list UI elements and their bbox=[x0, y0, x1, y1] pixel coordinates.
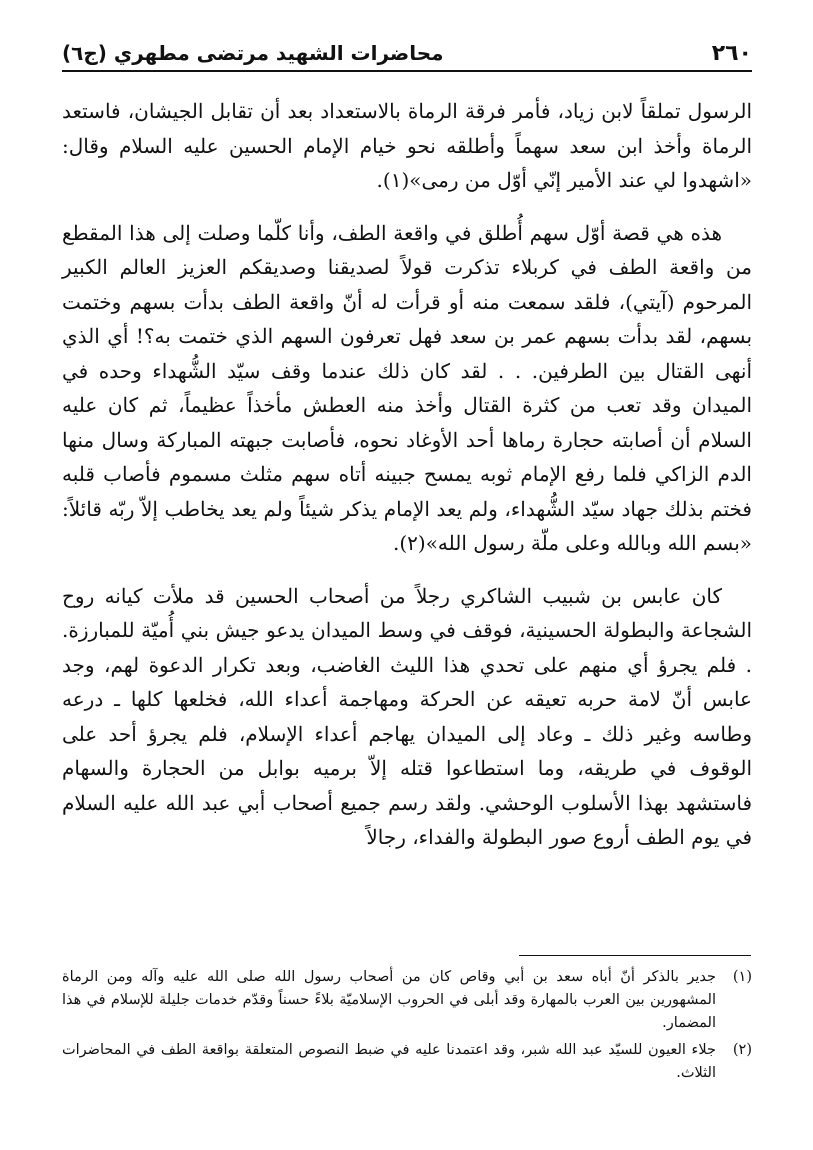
footnote-number: (١) bbox=[732, 969, 752, 985]
footnote-text: جلاء العيون للسيّد عبد الله شبر، وقد اعتمدنا عليه في ضبط النصوص المتعلقة بواقعة الطف في المحاضرات الثلاث. bbox=[62, 1042, 716, 1081]
footnote-number: (٢) bbox=[732, 1042, 752, 1058]
text-line: روح الشجاعة والبطولة الحسينية، فوقف في وسط الميدان يدعو جيش بني أُميّة bbox=[62, 583, 752, 642]
footnote-text: جدير بالذكر أنّ أباه سعد بن أبي وقاص كان من أصحاب رسول الله صلى الله عليه وآله ومن الرماة المشهورين بين العرب بالمهارة وقد أبلى في الحروب الإسلاميّة بلاءً حسناً وقدّم خدمات جليلة للإسلام في هذا المضمار. bbox=[62, 969, 716, 1031]
footnote-divider bbox=[519, 955, 751, 956]
text-line: «اشهدوا لي عند الأمير إنّي أوّل من رمى»(١). bbox=[376, 168, 752, 192]
text-line: كان عابس بن شبيب الشاكري رجلاً من أصحاب الحسين قد ملأت كيانه bbox=[104, 583, 722, 608]
text-line: به؟! أي الذي أنهى القتال بين الطرفين. . . لقد كان ذلك عندما وقف سيّد الشُّهداء bbox=[62, 324, 753, 383]
text-line: الدعوة لهم، وجد عابس أنّ لامة حربه تعيقه عن الحركة ومهاجمة أعداء الله، bbox=[62, 652, 752, 711]
paragraph bbox=[62, 216, 752, 561]
running-title: محاضرات الشهيد مرتضى مطهري (ج٦) bbox=[62, 41, 444, 65]
text-line: هذه هي قصة أوّل سهم أُطلق في واقعة الطف، وأنا كلّما وصلت إلى هذا bbox=[129, 220, 722, 245]
text-line: المقطع من واقعة الطف في كربلاء تذكرت قولاً لصديقنا وصديقكم العزيز العالم bbox=[62, 220, 752, 279]
text-line: الإسلام، فلم يجرؤ أحد على الوقوف في طريقه، وما استطاعوا قتله إلاّ برميه bbox=[62, 721, 753, 780]
text-line: فأصاب قلبه فختم بذلك جهاد سيّد الشُّهداء، ولم يعد الإمام يذكر شيئاً ولم يعد bbox=[62, 462, 752, 521]
text-line: وختمت بسهم، لقد بدأت بسهم عمر بن سعد فهل تعرفون السهم الذي ختمت bbox=[62, 289, 753, 348]
footnotes bbox=[62, 966, 752, 1089]
page-header bbox=[62, 30, 752, 72]
page-number: ٢٦٠ bbox=[711, 41, 752, 66]
text-line: للمبارزة. . فلم يجرؤ أي منهم على تحدي هذا الليث الغاضب، وبعد تكرار bbox=[62, 618, 752, 677]
paragraph bbox=[62, 94, 752, 198]
text-line: أصحاب أبي عبد الله عليه السلام في يوم الطف أروع صور البطولة والفداء، رجالاً bbox=[62, 790, 752, 849]
footnote bbox=[62, 1039, 752, 1085]
text-line: الكبير المرحوم (آيتي)، فلقد سمعت منه أو قرأت له أنّ واقعة الطف بدأت بسهم bbox=[62, 255, 752, 314]
text-line: بوابل من الحجارة والسهام فاستشهد بهذا الأسلوب الوحشي. ولقد رسم جميع bbox=[62, 756, 752, 815]
text-line: كان عليه السلام أن أصابته حجارة رماها أحد الأوغاد نحوه، فأصابت جبهته المباركة bbox=[62, 393, 752, 452]
text-line: فخلعها كلها ـ درعه وطاسه وغير ذلك ـ وعاد إلى الميدان يهاجم أعداء bbox=[62, 687, 752, 746]
text-line: فاستعد الرماة وأخذ ابن سعد سهماً وأطلقه نحو خيام الإمام الحسين عليه السلام وقال: bbox=[62, 99, 752, 158]
text-line: وسال منها الدم الزاكي فلما رفع الإمام ثوبه يمسح جبينه أتاه سهم مثلث مسموم bbox=[62, 427, 752, 486]
body-text bbox=[62, 94, 752, 855]
text-line: وحده في الميدان وقد تعب من كثرة القتال وأخذ منه العطش مأخذاً عظيماً، ثم bbox=[62, 358, 753, 417]
footnote bbox=[62, 966, 752, 1035]
text-line: يخاطب إلاّ ربّه قائلاً: «بسم الله وبالله وعلى ملّة رسول الله»(٢). bbox=[62, 496, 752, 555]
text-line: الرسول تملقاً لابن زياد، فأمر فرقة الرماة بالاستعداد بعد أن تقابل الجيشان، bbox=[127, 99, 753, 123]
paragraph bbox=[62, 579, 752, 855]
